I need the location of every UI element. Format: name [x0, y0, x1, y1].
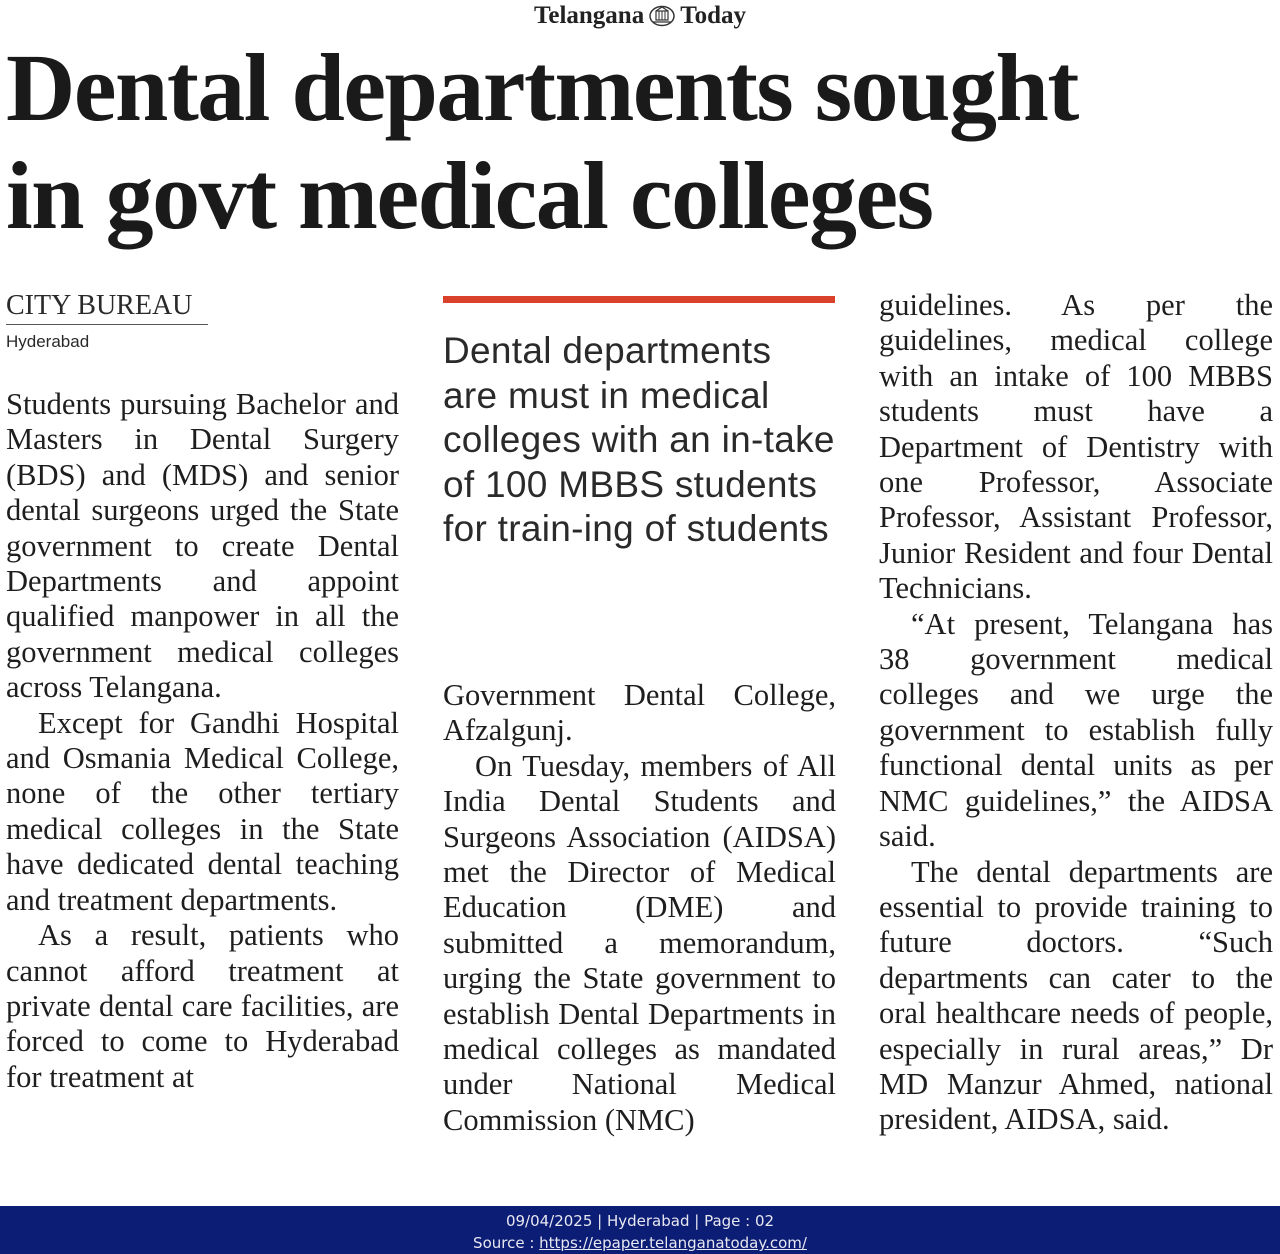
article-column-middle	[443, 290, 836, 1137]
headline-line-1: Dental departments sought	[6, 34, 1078, 141]
body-text-middle	[443, 678, 836, 1138]
footer-date-page: 09/04/2025 | Hyderabad | Page : 02	[505, 1212, 775, 1230]
paragraph: Except for Gandhi Hospital and Osmania Medical College, none of the other tertiary medical colleges in the State have dedicated dental teaching and treatment departments.	[6, 705, 399, 917]
paragraph: Government Dental College, Afzalgunj.	[443, 678, 836, 748]
masthead-right: Today	[680, 2, 747, 29]
pull-quote-bar	[443, 296, 835, 303]
byline-location: Hyderabad	[6, 332, 90, 351]
article-column-left	[6, 290, 399, 1095]
paragraph: On Tuesday, members of All India Dental Students and Surgeons Association (AIDSA) met the Director of Medical Education (DME) and submitted a memorandum, urging the State government to establish Dental Departments in medical colleges as mandated under National Medical Commission (NMC)	[443, 748, 836, 1137]
paragraph: guidelines. As per the guidelines, medical college with an intake of 100 MBBS students must have a Department of Dentistry with one Professor, Associate Professor, Assistant Professor, Junior Resident and four Dental Technicians.	[879, 288, 1273, 606]
paragraph: As a result, patients who cannot afford treatment at private dental care facilities, are forced to come to Hyderabad for treatment at	[6, 918, 399, 1094]
paragraph: The dental departments are essential to provide training to future doctors. “Such departments can cater to the oral healthcare needs of people, especially in rural areas,” Dr MD Manzur Ahmed, national president, AIDSA, said.	[879, 854, 1273, 1137]
body-text-right	[879, 288, 1273, 1138]
body-text-left	[6, 387, 399, 1095]
headline	[6, 34, 1276, 250]
pull-quote: Dental departments are must in medical colleges with an in-take of 100 MBBS students for train-ing of students	[443, 330, 835, 550]
byline-author: CITY BUREAU	[6, 290, 208, 325]
headline-line-2: in govt medical colleges	[6, 142, 933, 249]
footer-bar	[0, 1206, 1280, 1254]
footer-source	[0, 1232, 1280, 1254]
source-link[interactable]: https://epaper.telanganatoday.com/	[539, 1234, 807, 1252]
footer-source-label: Source :	[473, 1234, 540, 1252]
paragraph: “At present, Telangana has 38 government medical colleges and we urge the government to establish fully functional dental units as per NMC guidelines,” the AIDSA said.	[879, 606, 1273, 854]
article-column-right	[879, 290, 1273, 1138]
masthead-left: Telangana	[533, 2, 645, 29]
paragraph: Students pursuing Bachelor and Masters in Dental Surgery (BDS) and (MDS) and senior dental surgeons urged the State government to create Dental Departments and appoint qualified manpower in all the government medical colleges across Telangana.	[6, 387, 399, 705]
masthead	[0, 0, 1280, 32]
state-emblem-icon	[648, 5, 676, 27]
